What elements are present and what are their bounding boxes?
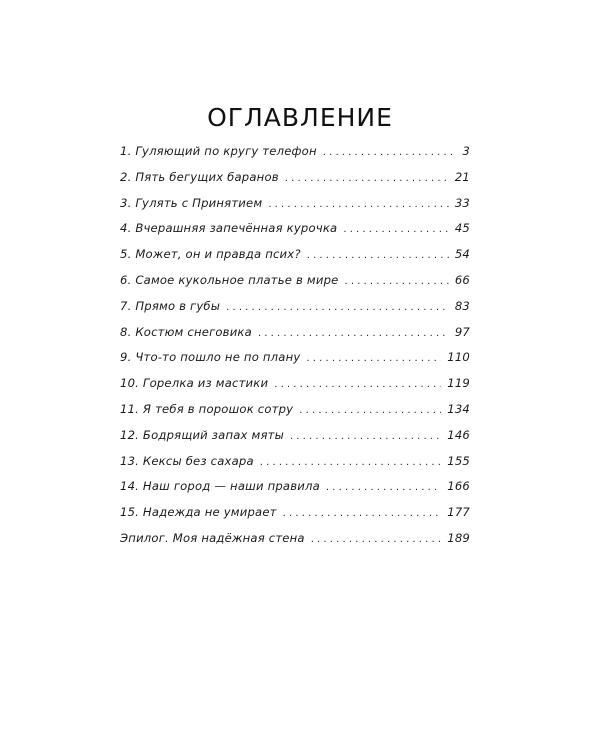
toc-entry-title: 15. Надежда не умирает bbox=[120, 505, 277, 520]
toc-entry-page: 83 bbox=[454, 298, 470, 313]
toc-entry-page: 146 bbox=[447, 427, 470, 442]
dot-leader bbox=[343, 224, 449, 235]
dot-leader bbox=[326, 482, 441, 493]
dot-leader bbox=[290, 431, 441, 442]
toc-entry-15[interactable] bbox=[120, 505, 470, 531]
toc-entry-page: 166 bbox=[447, 479, 470, 494]
toc-entry-8[interactable] bbox=[120, 325, 470, 351]
toc-entry-page: 97 bbox=[454, 324, 470, 339]
toc-entry-page: 134 bbox=[447, 401, 470, 416]
toc-entry-page: 3 bbox=[462, 144, 470, 158]
toc-entry-title: 6. Самое кукольное платье в мире bbox=[120, 272, 339, 287]
dot-leader bbox=[226, 302, 449, 313]
dot-leader bbox=[274, 379, 441, 390]
toc-entry-title: 2. Пять бегущих баранов bbox=[120, 169, 279, 184]
toc-entry-title: 1. Гуляющий по кругу телефон bbox=[120, 144, 317, 158]
dot-leader bbox=[258, 328, 449, 339]
toc-entry-1[interactable] bbox=[120, 144, 470, 170]
toc-entry-13[interactable] bbox=[120, 454, 470, 480]
toc-entry-12[interactable] bbox=[120, 428, 470, 454]
toc-entry-page: 110 bbox=[447, 350, 470, 365]
dot-leader bbox=[285, 173, 449, 184]
toc-entry-2[interactable] bbox=[120, 170, 470, 196]
toc-entry-page: 189 bbox=[447, 530, 470, 545]
dot-leader bbox=[311, 534, 442, 545]
toc-entry-title: 12. Бодрящий запах мяты bbox=[120, 427, 284, 442]
dot-leader bbox=[307, 250, 449, 261]
toc-entry-11[interactable] bbox=[120, 402, 470, 428]
toc-entry-7[interactable] bbox=[120, 299, 470, 325]
dot-leader bbox=[260, 457, 442, 468]
page-title: ОГЛАВЛЕНИЕ bbox=[207, 102, 393, 132]
toc-entry-title: 10. Горелка из мастики bbox=[120, 376, 269, 391]
toc-entry-14[interactable] bbox=[120, 479, 470, 505]
toc-entry-title: 11. Я тебя в порошок сотру bbox=[120, 401, 294, 416]
table-of-contents bbox=[120, 144, 470, 557]
toc-entry-page: 54 bbox=[454, 247, 470, 262]
toc-entry-page: 177 bbox=[447, 505, 470, 520]
toc-entry-9[interactable] bbox=[120, 350, 470, 376]
toc-entry-page: 21 bbox=[454, 169, 470, 184]
dot-leader bbox=[268, 199, 449, 210]
dot-leader bbox=[283, 508, 442, 519]
dot-leader bbox=[323, 147, 457, 158]
toc-entry-title: 5. Может, он и правда псих? bbox=[120, 247, 301, 262]
toc-entry-title: 7. Прямо в губы bbox=[120, 298, 221, 313]
toc-entry-page: 33 bbox=[454, 195, 470, 210]
dot-leader bbox=[299, 405, 441, 416]
toc-entry-page: 45 bbox=[454, 221, 470, 236]
toc-entry-title: 3. Гулять с Принятием bbox=[120, 195, 263, 210]
toc-entry-title: 14. Наш город — наши правила bbox=[120, 479, 320, 494]
toc-entry-page: 66 bbox=[454, 272, 470, 287]
toc-entry-10[interactable] bbox=[120, 376, 470, 402]
toc-entry-4[interactable] bbox=[120, 221, 470, 247]
toc-entry-page: 119 bbox=[447, 376, 470, 391]
toc-entry-3[interactable] bbox=[120, 196, 470, 222]
toc-entry-title: 9. Что-то пошло не по плану bbox=[120, 350, 301, 365]
toc-entry-6[interactable] bbox=[120, 273, 470, 299]
toc-entry-epilogue[interactable] bbox=[120, 531, 470, 557]
toc-entry-title: Эпилог. Моя надёжная стена bbox=[120, 530, 305, 545]
dot-leader bbox=[345, 276, 449, 287]
toc-entry-5[interactable] bbox=[120, 247, 470, 273]
toc-entry-page: 155 bbox=[447, 453, 470, 468]
toc-entry-title: 4. Вчерашняя запечённая курочка bbox=[120, 221, 338, 236]
dot-leader bbox=[306, 353, 441, 364]
toc-entry-title: 8. Костюм снеговика bbox=[120, 324, 252, 339]
toc-entry-title: 13. Кексы без сахара bbox=[120, 453, 254, 468]
